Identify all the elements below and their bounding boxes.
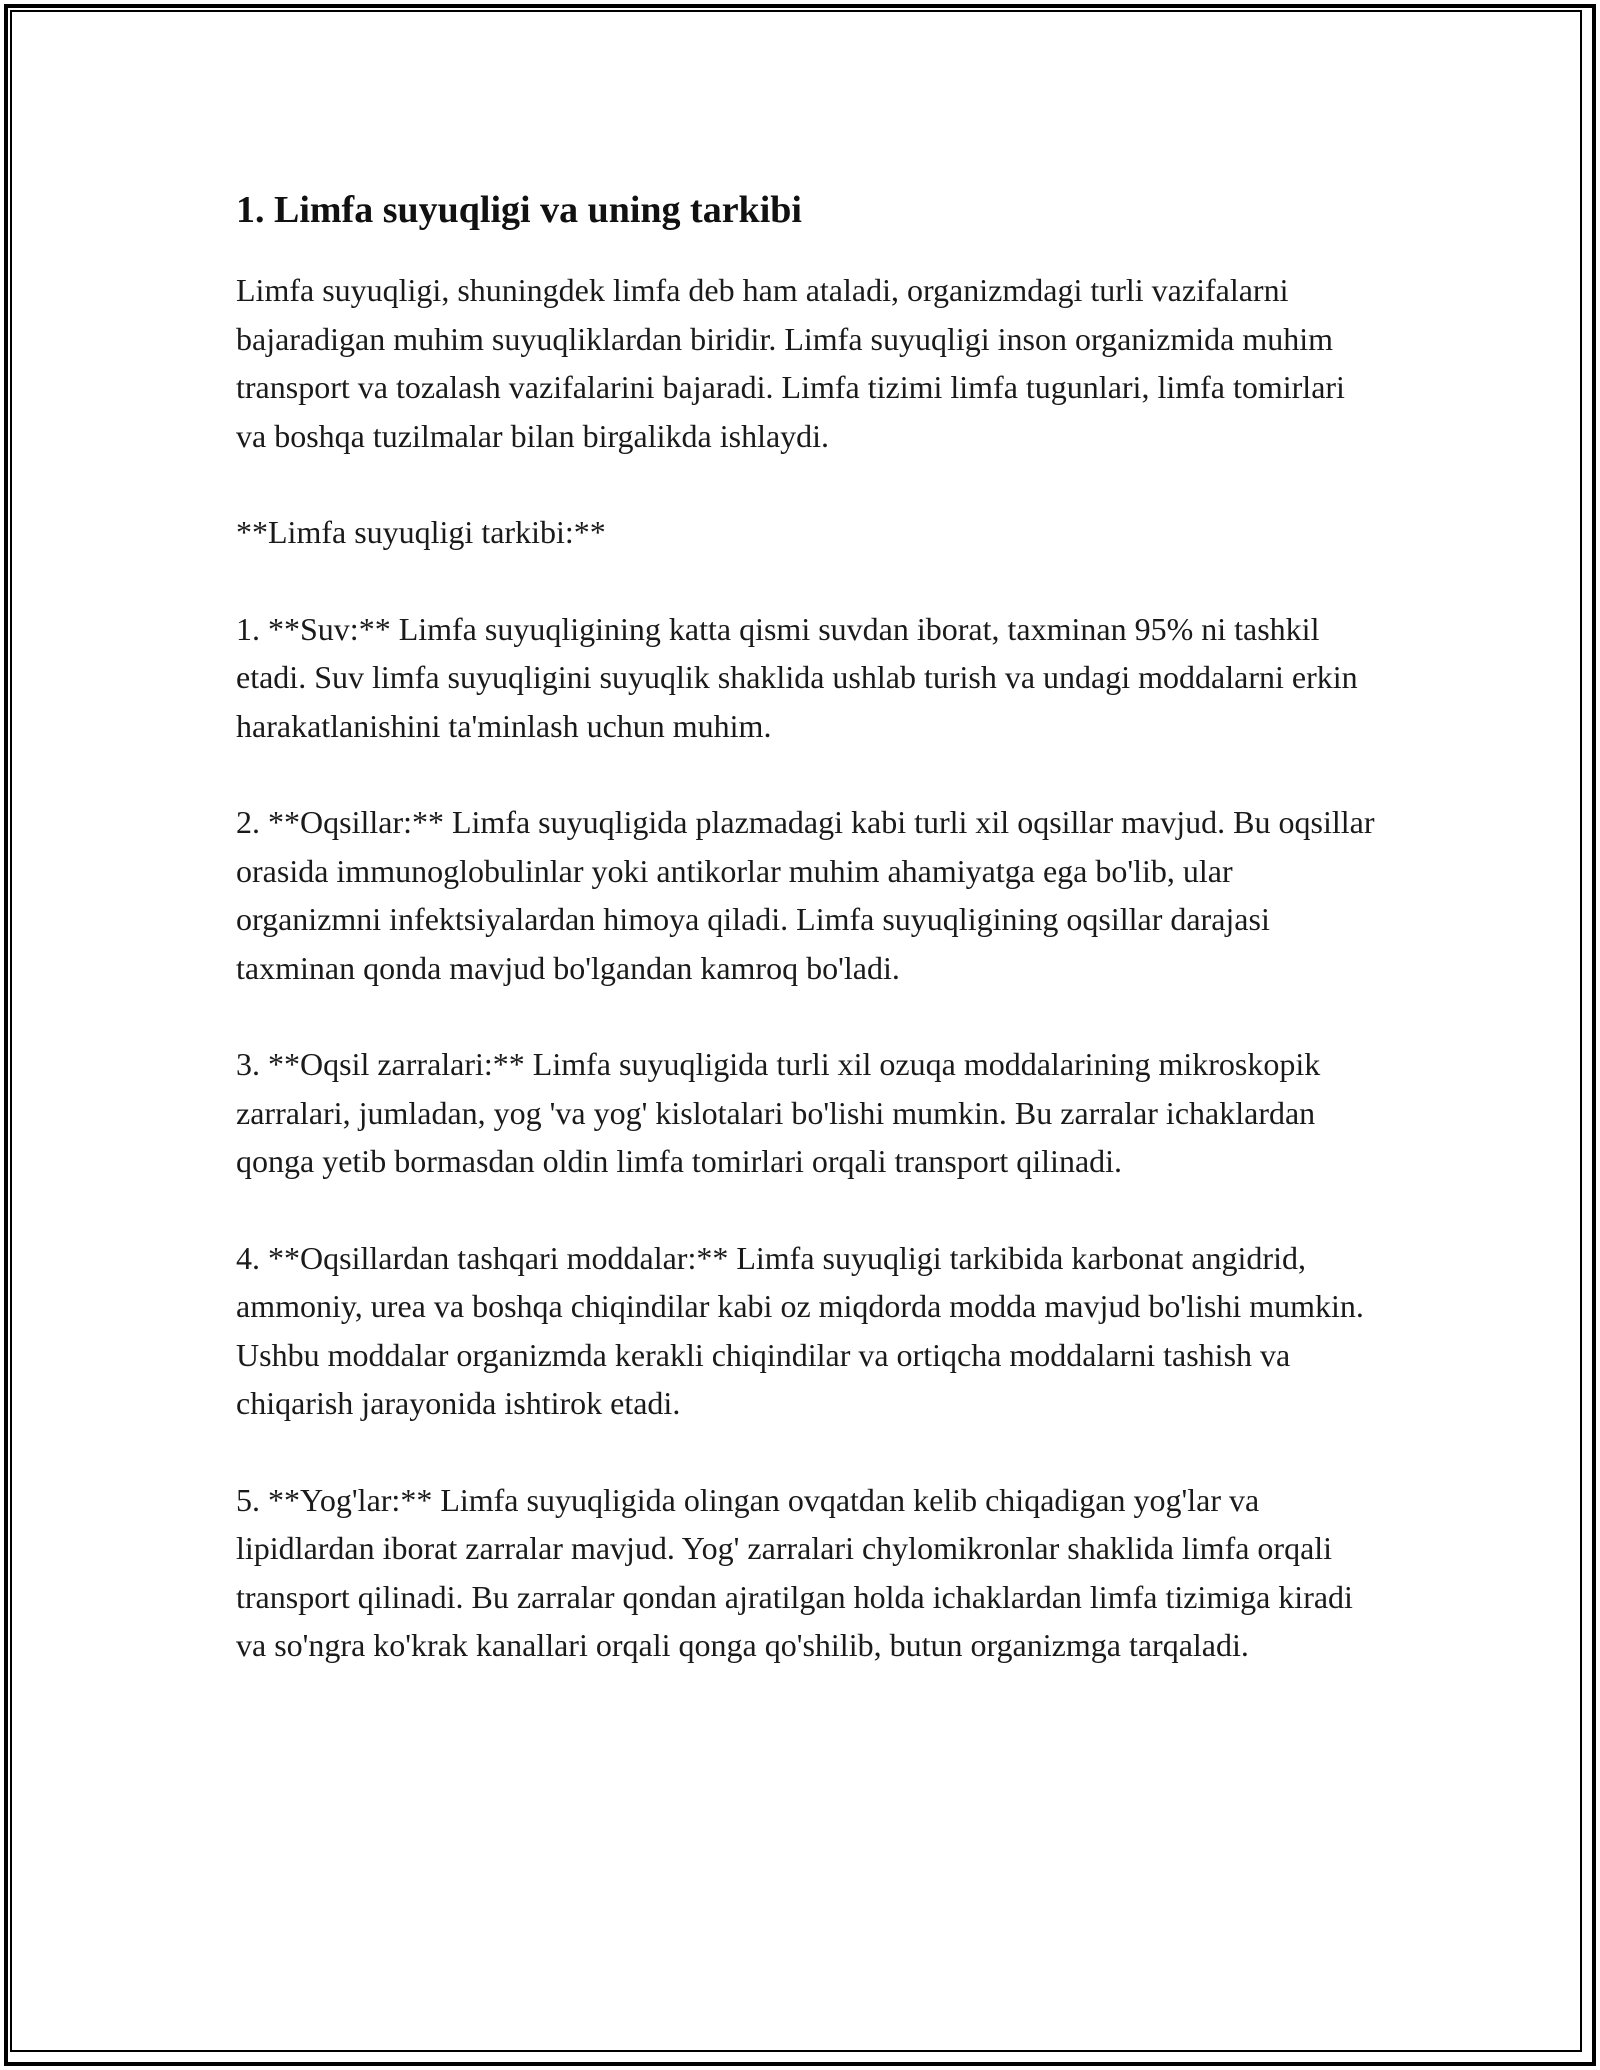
- document-body: [236, 186, 1376, 1718]
- section-heading: 1. Limfa suyuqligi va uning tarkibi: [236, 189, 802, 231]
- list-item-fats: 5. **Yog'lar:** Limfa suyuqligida olingan ovqatdan kelib chiqadigan yog'lar va lipidlardan iborat zarralar mavjud. Yog' zarralari chylomikronlar shaklida limfa orqali transport qilinadi. Bu zarralar qondan ajratilgan holda ichaklardan limfa tizimiga kiradi va so'ngra ko'krak kanallari orqali qonga qo'shilib, butun organizmga tarqaladi.: [236, 1481, 1353, 1663]
- list-item-water: 1. **Suv:** Limfa suyuqligining katta qismi suvdan iborat, taxminan 95% ni tashkil etadi. Suv limfa suyuqligini suyuqlik shaklida ushlab turish va undagi moddalarni erkin harakatlanishini ta'minlash uchun muhim.: [236, 610, 1358, 744]
- intro-paragraph: Limfa suyuqligi, shuningdek limfa deb ham ataladi, organizmdagi turli vazifalarni bajaradigan muhim suyuqliklardan biridir. Limfa suyuqligi inson organizmida muhim transport va tozalash vazifalarini bajaradi. Limfa tizimi limfa tugunlari, limfa tomirlari va boshqa tuzilmalar bilan birgalikda ishlaydi.: [236, 272, 1345, 454]
- list-item-particles: 3. **Oqsil zarralari:** Limfa suyuqligida turli xil ozuqa moddalarining mikroskopik zarralari, jumladan, yog 'va yog' kislotalari bo'lishi mumkin. Bu zarralar ichaklardan qonga yetib bormasdan oldin limfa tomirlari orqali transport qilinadi.: [236, 1046, 1321, 1179]
- list-item-other-substances: 4. **Oqsillardan tashqari moddalar:** Limfa suyuqligi tarkibida karbonat angidrid, ammoniy, urea va boshqa chiqindilar kabi oz miqdorda modda mavjud bo'lishi mumkin. Ushbu moddalar organizmda kerakli chiqindilar va ortiqcha moddalarni tashish va chiqarish jarayonida ishtirok etadi.: [236, 1239, 1364, 1421]
- list-item-proteins: 2. **Oqsillar:** Limfa suyuqligida plazmadagi kabi turli xil oqsillar mavjud. Bu oqsillar orasida immunoglobulinlar yoki antikorlar muhim ahamiyatga ega bo'lib, ular organizmni infektsiyalardan himoya qiladi. Limfa suyuqligining oqsillar darajasi taxminan qonda mavjud bo'lgandan kamroq bo'ladi.: [236, 804, 1375, 986]
- composition-subheading: **Limfa suyuqligi tarkibi:**: [236, 514, 606, 550]
